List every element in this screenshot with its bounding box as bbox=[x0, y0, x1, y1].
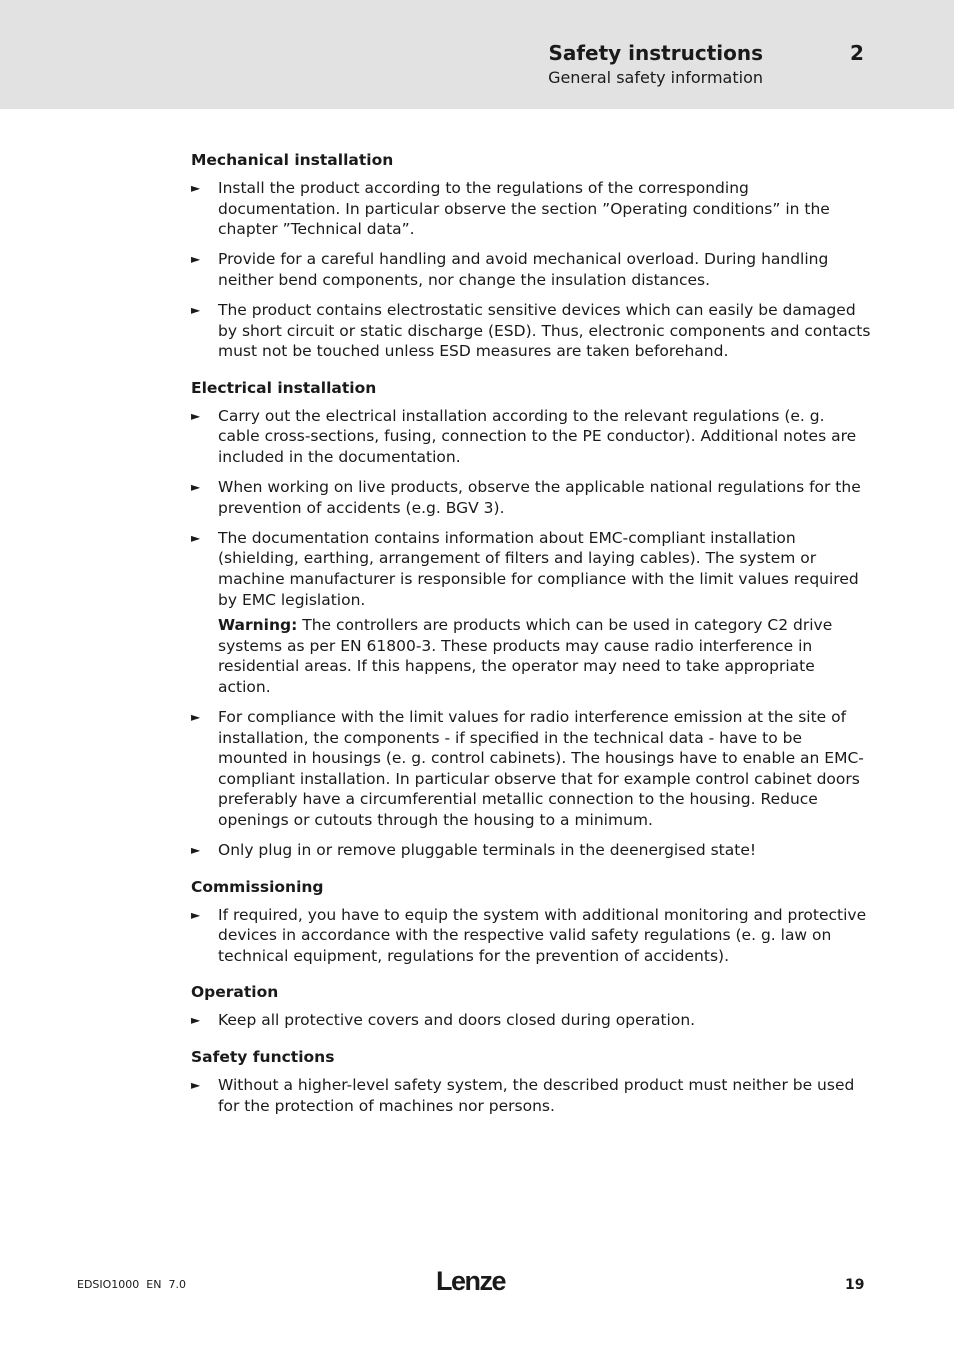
warning-note bbox=[218, 615, 871, 697]
bullet-text: Carry out the electrical installation according to the relevant regulations (e. g. cable cross-sections, fusing, connection to the PE conductor). Additional notes are included in the documentation. bbox=[218, 406, 857, 466]
bullet-item bbox=[191, 1075, 871, 1116]
page-content bbox=[191, 150, 871, 1116]
bullet-arrow-icon: ► bbox=[191, 252, 201, 267]
bullet-text: The product contains electrostatic sensitive devices which can easily be damaged by short circuit or static discharge (ESD). Thus, electronic components and contacts must not be touched unless ESD measures are taken beforehand. bbox=[218, 300, 871, 361]
lenze-logo: Lenze bbox=[436, 1266, 506, 1296]
section bbox=[191, 378, 871, 861]
bullet-item bbox=[191, 528, 871, 698]
bullet-arrow-icon: ► bbox=[191, 480, 201, 495]
bullet-text: For compliance with the limit values for radio interference emission at the site of installation, the components - if specified in the technical data - have to be mounted in housings (e. g. control cabinets). The housings have to enable an EMC-compliant installation. In particular observe that for example control cabinet doors preferably have a circumferential metallic connection to the housing. Reduce openings or cutouts through the housing to a minimum. bbox=[218, 707, 864, 829]
page-number: 19 bbox=[845, 1277, 865, 1293]
section bbox=[191, 1047, 871, 1116]
section-heading: Electrical installation bbox=[191, 378, 377, 397]
bullet-item bbox=[191, 477, 871, 518]
section-heading: Safety functions bbox=[191, 1048, 335, 1066]
bullet-item bbox=[191, 707, 871, 831]
bullet-text: Keep all protective covers and doors closed during operation. bbox=[218, 1011, 696, 1030]
bullet-item bbox=[191, 1010, 871, 1031]
warning-label: Warning: bbox=[218, 616, 298, 635]
bullet-arrow-icon: ► bbox=[191, 408, 201, 423]
bullet-arrow-icon: ► bbox=[191, 709, 201, 724]
section bbox=[191, 982, 871, 1031]
bullet-item bbox=[191, 249, 871, 290]
bullet-arrow-icon: ► bbox=[191, 181, 201, 195]
section-heading: Operation bbox=[191, 983, 279, 1002]
bullet-item bbox=[191, 300, 871, 362]
section-heading: Commissioning bbox=[191, 877, 324, 896]
bullet-text: Install the product according to the regulations of the corresponding documentation. In particular observe the section ”Operating conditions” in the chapter ”Technical data”. bbox=[218, 179, 830, 239]
section bbox=[191, 877, 871, 967]
bullet-arrow-icon: ► bbox=[191, 1078, 201, 1092]
page-header bbox=[0, 0, 954, 109]
bullet-item bbox=[191, 178, 871, 240]
bullet-text: Only plug in or remove pluggable terminals in the deenergised state! bbox=[218, 841, 757, 860]
document-code: EDSIO1000 EN 7.0 bbox=[77, 1278, 186, 1291]
bullet-text: When working on live products, observe the applicable national regulations for the prevention of accidents (e.g. BGV 3). bbox=[218, 478, 861, 517]
bullet-text: The documentation contains information about EMC-compliant installation (shielding, earthing, arrangement of filters and laying cables). The system or machine manufacturer is responsible for compliance with the limit values required by EMC legislation. bbox=[218, 528, 859, 609]
bullet-arrow-icon: ► bbox=[191, 530, 201, 545]
bullet-arrow-icon: ► bbox=[191, 302, 201, 317]
section-heading: Mechanical installation bbox=[191, 151, 394, 169]
warning-text: The controllers are products which can be used in category C2 drive systems as per EN 61800-3. These products may cause radio interference in residential areas. If this happens, the operator may need to take appropriate action. bbox=[218, 616, 833, 696]
bullet-arrow-icon: ► bbox=[191, 1013, 201, 1028]
bullet-arrow-icon: ► bbox=[191, 843, 201, 858]
bullet-item bbox=[191, 840, 871, 861]
chapter-number: 2 bbox=[850, 41, 864, 65]
section bbox=[191, 150, 871, 362]
bullet-text: If required, you have to equip the system with additional monitoring and protective devices in accordance with the respective valid safety regulations (e. g. law on technical equipment, regulations for the prevention of accidents). bbox=[218, 905, 867, 965]
bullet-item bbox=[191, 406, 871, 468]
bullet-arrow-icon: ► bbox=[191, 907, 201, 922]
bullet-text: Without a higher-level safety system, the described product must neither be used for the protection of machines nor persons. bbox=[218, 1076, 855, 1115]
chapter-title: Safety instructions bbox=[548, 41, 763, 65]
section-subtitle: General safety information bbox=[548, 68, 763, 87]
bullet-item bbox=[191, 905, 871, 967]
bullet-text: Provide for a careful handling and avoid mechanical overload. During handling neither bend components, nor change the insulation distances. bbox=[218, 250, 829, 289]
